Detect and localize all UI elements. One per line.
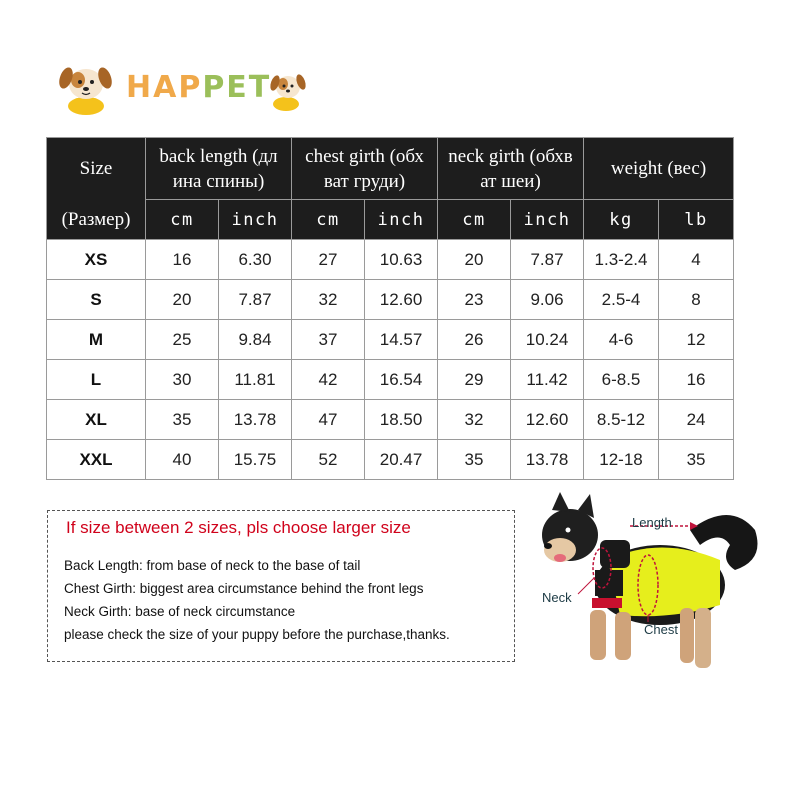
value-cell: 13.78	[511, 440, 584, 480]
table-row	[47, 440, 734, 480]
brand-logo	[50, 60, 320, 116]
unit-lb: lb	[659, 200, 734, 240]
unit-cm: cm	[438, 200, 511, 240]
note-line: Back Length: from base of neck to the base of tail	[64, 558, 361, 573]
size-cell: XXL	[47, 440, 146, 480]
value-cell: 26	[438, 320, 511, 360]
note-line: Chest Girth: biggest area circumstance behind the front legs	[64, 581, 424, 596]
value-cell: 8.5-12	[584, 400, 659, 440]
brand-part-2: PET	[202, 70, 272, 105]
value-cell: 13.78	[219, 400, 292, 440]
value-cell: 16	[146, 240, 219, 280]
value-cell: 18.50	[365, 400, 438, 440]
note-line: Neck Girth: base of neck circumstance	[64, 604, 296, 619]
size-warning: If size between 2 sizes, pls choose larger size	[66, 518, 411, 537]
value-cell: 25	[146, 320, 219, 360]
dog-measurement-figure	[530, 490, 770, 690]
value-cell: 6.30	[219, 240, 292, 280]
size-cell: S	[47, 280, 146, 320]
value-cell: 20.47	[365, 440, 438, 480]
chest-girth-header: chest girth (обх ват груди)	[292, 138, 438, 200]
table-row	[47, 360, 734, 400]
value-cell: 16.54	[365, 360, 438, 400]
value-cell: 32	[292, 280, 365, 320]
value-cell: 27	[292, 240, 365, 280]
value-cell: 20	[438, 240, 511, 280]
value-cell: 8	[659, 280, 734, 320]
value-cell: 24	[659, 400, 734, 440]
unit-inch: inch	[365, 200, 438, 240]
value-cell: 37	[292, 320, 365, 360]
value-cell: 23	[438, 280, 511, 320]
value-cell: 11.42	[511, 360, 584, 400]
unit-inch: inch	[219, 200, 292, 240]
value-cell: 9.84	[219, 320, 292, 360]
value-cell: 11.81	[219, 360, 292, 400]
value-cell: 15.75	[219, 440, 292, 480]
value-cell: 30	[146, 360, 219, 400]
value-cell: 7.87	[219, 280, 292, 320]
value-cell: 6-8.5	[584, 360, 659, 400]
puppy-right-icon	[262, 70, 312, 112]
value-cell: 12.60	[511, 400, 584, 440]
table-row	[47, 400, 734, 440]
size-header: Size	[47, 138, 146, 200]
neck-label: Neck	[542, 590, 572, 605]
back-length-header: back length (дл ина спины)	[146, 138, 292, 200]
value-cell: 10.24	[511, 320, 584, 360]
value-cell: 20	[146, 280, 219, 320]
value-cell: 29	[438, 360, 511, 400]
unit-kg: kg	[584, 200, 659, 240]
unit-cm: cm	[292, 200, 365, 240]
value-cell: 4	[659, 240, 734, 280]
brand-name	[126, 70, 271, 105]
value-cell: 10.63	[365, 240, 438, 280]
size-chart-table	[46, 137, 733, 479]
table-row	[47, 240, 734, 280]
table-row	[47, 320, 734, 360]
value-cell: 12.60	[365, 280, 438, 320]
value-cell: 42	[292, 360, 365, 400]
value-cell: 9.06	[511, 280, 584, 320]
size-notes-box	[47, 510, 515, 662]
value-cell: 14.57	[365, 320, 438, 360]
table-row	[47, 280, 734, 320]
size-cell: M	[47, 320, 146, 360]
size-cell: XL	[47, 400, 146, 440]
size-cell: XS	[47, 240, 146, 280]
unit-inch: inch	[511, 200, 584, 240]
puppy-left-icon	[50, 60, 120, 116]
value-cell: 52	[292, 440, 365, 480]
value-cell: 35	[659, 440, 734, 480]
measurement-instructions	[64, 554, 450, 646]
unit-cm: cm	[146, 200, 219, 240]
value-cell: 16	[659, 360, 734, 400]
value-cell: 40	[146, 440, 219, 480]
value-cell: 7.87	[511, 240, 584, 280]
value-cell: 1.3-2.4	[584, 240, 659, 280]
value-cell: 12	[659, 320, 734, 360]
value-cell: 4-6	[584, 320, 659, 360]
neck-girth-header: neck girth (обхв ат шеи)	[438, 138, 584, 200]
value-cell: 32	[438, 400, 511, 440]
value-cell: 35	[146, 400, 219, 440]
value-cell: 12-18	[584, 440, 659, 480]
chest-label: Chest	[644, 622, 678, 637]
brand-part-1: HAP	[126, 70, 203, 105]
size-header-ru: (Размер)	[47, 200, 146, 240]
length-label: Length	[632, 515, 672, 530]
value-cell: 47	[292, 400, 365, 440]
value-cell: 2.5-4	[584, 280, 659, 320]
size-cell: L	[47, 360, 146, 400]
value-cell: 35	[438, 440, 511, 480]
weight-header: weight (вес)	[584, 138, 734, 200]
note-line: please check the size of your puppy before the purchase,thanks.	[64, 627, 450, 642]
